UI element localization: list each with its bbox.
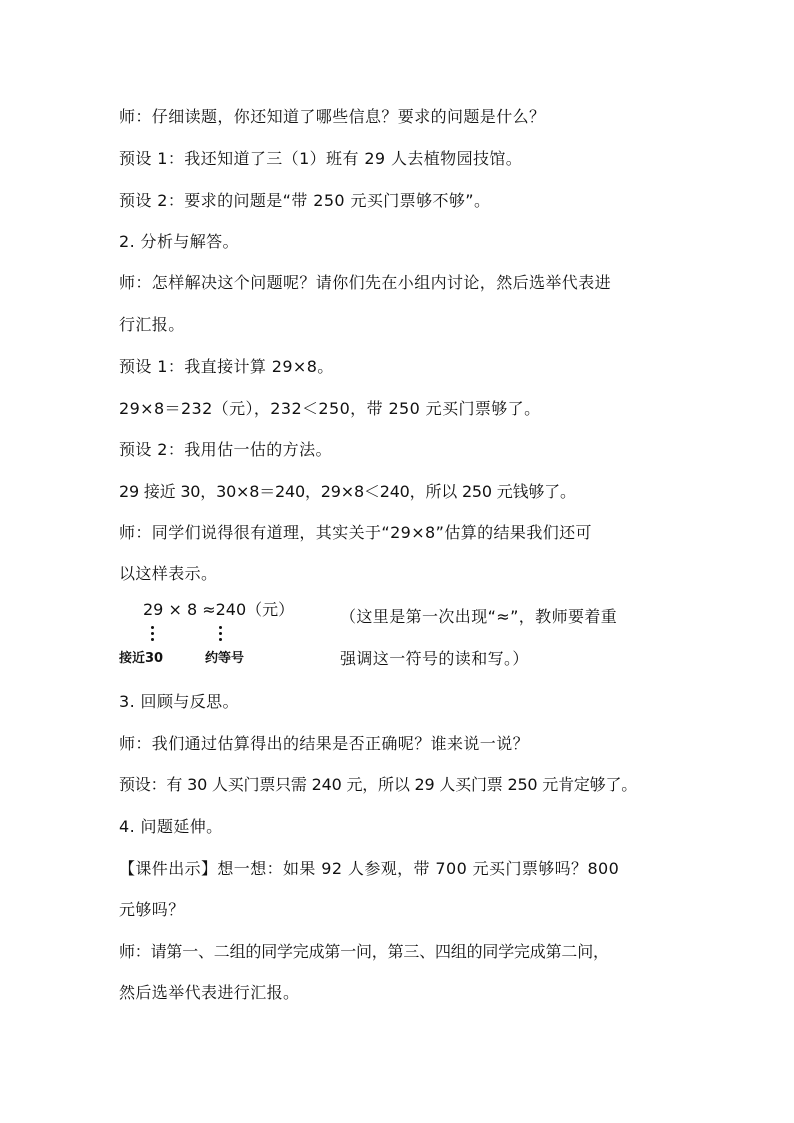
text-line-15: 预设：有 30 人买门票只需 240 元，所以 29 人买门票 250 元肯定够了。	[119, 775, 638, 794]
dotted-connector-right	[219, 626, 223, 644]
text-line-1: 师：仔细读题，你还知道了哪些信息？要求的问题是什么？	[119, 107, 546, 126]
text-line-10: 29 接近 30，30×8＝240，29×8＜240，所以 250 元钱够了。	[119, 482, 576, 501]
text-line-11: 师：同学们说得很有道理，其实关于“29×8”估算的结果我们还可	[119, 523, 592, 542]
text-line-6: 行汇报。	[119, 315, 185, 334]
text-line-5: 师：怎样解决这个问题呢？请你们先在小组内讨论，然后选举代表进	[119, 273, 612, 292]
text-line-12: 以这样表示。	[119, 564, 218, 583]
teacher-note-line-2: 强调这一符号的读和写。）	[340, 649, 529, 668]
text-line-20: 然后选举代表进行汇报。	[119, 983, 300, 1002]
label-close-to-30: 接近30	[119, 651, 164, 666]
text-line-14: 师：我们通过估算得出的结果是否正确呢？谁来说一说？	[119, 734, 530, 753]
text-line-17: 【课件出示】想一想：如果 92 人参观，带 700 元买门票够吗？800	[119, 859, 620, 878]
dotted-connector-left	[151, 626, 155, 644]
text-line-3: 预设 2：要求的问题是“带 250 元买门票够不够”。	[119, 191, 491, 210]
section-heading-3: 3. 回顾与反思。	[119, 692, 239, 711]
label-approx-sign: 约等号	[205, 651, 245, 666]
section-heading-4: 4. 问题延伸。	[119, 817, 223, 836]
text-line-8: 29×8＝232（元），232＜250，带 250 元买门票够了。	[119, 399, 541, 418]
text-line-19: 师：请第一、二组的同学完成第一问，第三、四组的同学完成第二问，	[119, 942, 609, 961]
text-line-7: 预设 1：我直接计算 29×8。	[119, 357, 334, 376]
teacher-note-line-1: （这里是第一次出现“≈”，教师要着重	[340, 607, 618, 626]
text-line-2: 预设 1：我还知道了三（1）班有 29 人去植物园技馆。	[119, 149, 523, 168]
text-line-9: 预设 2：我用估一估的方法。	[119, 440, 332, 459]
section-heading-2: 2. 分析与解答。	[119, 232, 239, 251]
text-line-18: 元够吗？	[119, 900, 185, 919]
approximation-formula: 29 × 8 ≈240（元）	[143, 600, 295, 619]
